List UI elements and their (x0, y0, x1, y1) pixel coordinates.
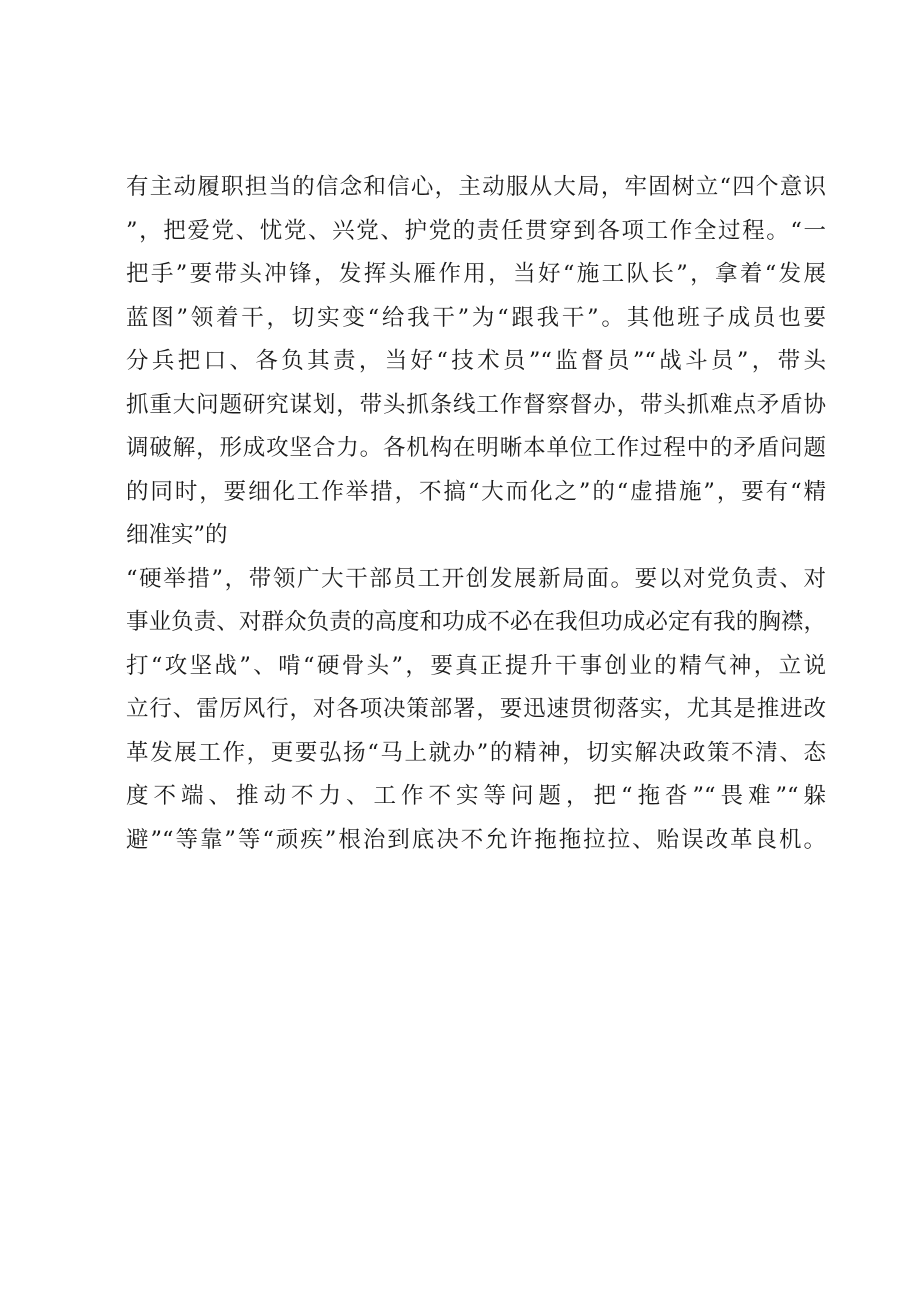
paragraph-2 (126, 558, 826, 863)
text-line: 有主动履职担当的信念和信心，主动服从大局，牢固树立“四个意识 (126, 174, 826, 200)
text-line: “硬举措”，带领广大干部员工开创发展新局面。要以对党负责、对 (126, 565, 826, 592)
text-line: 度不端、推动不力、工作不实等问题，把“拖沓”“畏难”“躲 (126, 783, 826, 809)
text-line: 革发展工作，更要弘扬“马上就办”的精神，切实解决政策不清、态 (126, 739, 826, 766)
text-line: 分兵把口、各负其责，当好“技术员”“监督员”“战斗员”，带头 (126, 348, 826, 374)
text-line: 细准实”的 (126, 522, 228, 548)
text-line: 蓝图”领着干，切实变“给我干”为“跟我干”。其他班子成员也要 (126, 304, 826, 331)
text-line: 避”“等靠”等“顽疾”根治到底决不允许拖拖拉拉、贻误改革良机。 (126, 826, 826, 853)
text-line: 立行、雷厉风行，对各项决策部署，要迅速贯彻落实，尤其是推进改 (126, 696, 826, 722)
text-line: ”，把爱党、忧党、兴党、护党的责任贯穿到各项工作全过程。“一 (126, 217, 826, 244)
text-line: 抓重大问题研究谋划，带头抓条线工作督察督办，带头抓难点矛盾协 (126, 391, 826, 418)
text-line: 把手”要带头冲锋，发挥头雁作用，当好“施工队长”，拿着“发展 (126, 261, 826, 287)
paragraph-1 (126, 166, 826, 558)
text-line: 打“攻坚战”、啃“硬骨头”，要真正提升干事创业的精气神，立说 (126, 652, 826, 679)
text-line: 事业负责、对群众负责的高度和功成不必在我但功成必定有我的胸襟， (126, 609, 826, 635)
text-line: 调破解，形成攻坚合力。各机构在明晰本单位工作过程中的矛盾问题 (126, 435, 826, 461)
text-line: 的同时，要细化工作举措，不搞“大而化之”的“虚措施”，要有“精 (126, 478, 826, 505)
body-text (126, 166, 826, 862)
